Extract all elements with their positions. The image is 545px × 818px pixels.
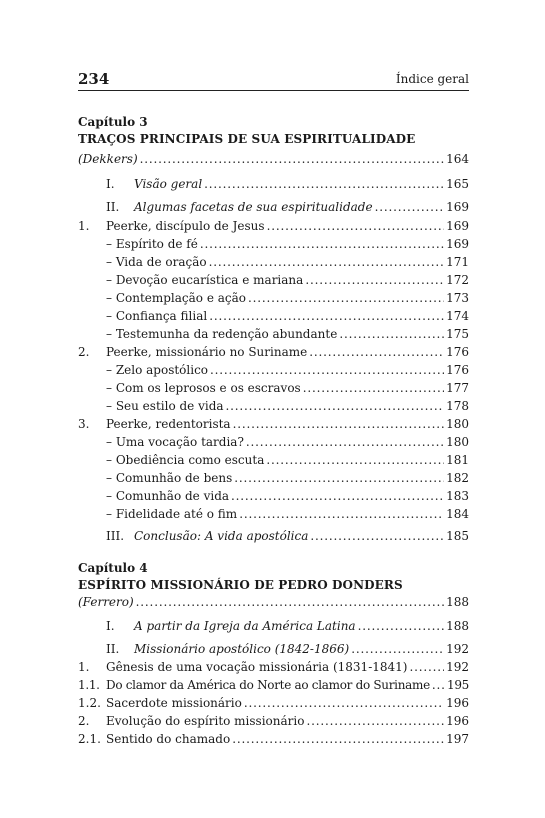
- entry-text: – Espírito de fé: [106, 237, 198, 251]
- entry-text: – Comunhão de bens: [106, 471, 233, 485]
- dot-leader: [375, 198, 445, 216]
- chapter-title: TRAÇOS PRINCIPAIS DE SUA ESPIRITUALIDADE: [78, 132, 416, 146]
- entry-page: 180: [446, 417, 469, 431]
- entry-text: Sentido do chamado: [106, 732, 231, 746]
- entry-page: 174: [446, 309, 469, 323]
- dot-leader: [351, 640, 444, 658]
- toc-entry: [78, 361, 469, 379]
- toc-entry: [78, 505, 469, 523]
- toc-entry: [78, 235, 469, 253]
- entry-text: – Vida de oração: [106, 255, 207, 269]
- entry-page: 185: [446, 529, 469, 543]
- entry-page: 173: [446, 291, 469, 305]
- entry-text: Peerke, missionário no Suriname: [106, 345, 308, 359]
- dot-leader: [306, 712, 444, 730]
- dot-leader: [232, 730, 444, 748]
- dot-leader: [226, 397, 445, 415]
- dot-leader: [267, 217, 445, 235]
- entry-page: 197: [446, 732, 469, 746]
- dot-leader: [339, 325, 444, 343]
- toc-entry: [78, 253, 469, 271]
- entry-text: – Testemunha da redenção abundante: [106, 327, 338, 341]
- toc-entry: [78, 527, 469, 545]
- entry-number: III.: [106, 529, 125, 543]
- entry-page: 169: [446, 219, 469, 233]
- dot-leader: [233, 415, 445, 433]
- entry-page: 175: [446, 327, 469, 341]
- entry-page: 176: [446, 345, 469, 359]
- toc-entry: [78, 487, 469, 505]
- entry-text: Gênesis de uma vocação missionária (1831-1841): [106, 660, 408, 674]
- entry-number: II.: [106, 642, 120, 656]
- entry-number: II.: [106, 200, 120, 214]
- toc-entry: [78, 694, 469, 712]
- entry-page: 192: [446, 660, 469, 674]
- toc-entry: [78, 379, 469, 397]
- entry-page: 195: [446, 678, 469, 692]
- entry-number: 1.: [78, 660, 90, 674]
- dot-leader: [136, 593, 444, 611]
- entry-page: 183: [446, 489, 469, 503]
- toc-entry: [78, 343, 469, 361]
- entry-number: I.: [106, 177, 115, 191]
- dot-leader: [358, 617, 445, 635]
- toc-entry: [78, 593, 469, 611]
- toc-entry: [78, 617, 469, 635]
- dot-leader: [204, 175, 444, 193]
- entry-page: 178: [446, 399, 469, 413]
- entry-text: Peerke, redentorista: [106, 417, 231, 431]
- entry-text: Do clamor da América do Norte ao clamor do Suriname: [106, 678, 430, 692]
- chapter-label: Capítulo 4: [78, 561, 148, 575]
- entry-text: – Seu estilo de vida: [106, 399, 224, 413]
- entry-text: – Comunhão de vida: [106, 489, 230, 503]
- toc-entry: [78, 307, 469, 325]
- entry-text: – Obediência como escuta: [106, 453, 265, 467]
- entry-number: 1.: [78, 219, 90, 233]
- entry-text: A partir da Igreja da América Latina: [134, 619, 356, 633]
- dot-leader: [309, 343, 444, 361]
- entry-page: 181: [446, 453, 469, 467]
- entry-text: Visão geral: [134, 177, 203, 191]
- dot-leader: [305, 271, 444, 289]
- entry-number: 2.: [78, 345, 90, 359]
- toc-entry: [78, 397, 469, 415]
- toc-entry: [78, 433, 469, 451]
- entry-page: 180: [446, 435, 469, 449]
- entry-text: – Devoção eucarística e mariana: [106, 273, 304, 287]
- entry-page: 169: [446, 237, 469, 251]
- toc-entry: [78, 289, 469, 307]
- entry-text: Algumas facetas de sua espiritualidade: [134, 200, 373, 214]
- toc-entry: [78, 271, 469, 289]
- entry-text: (Dekkers): [78, 152, 138, 166]
- toc-entry: [78, 640, 469, 658]
- entry-page: 182: [446, 471, 469, 485]
- entry-text: – Confiança filial: [106, 309, 208, 323]
- dot-leader: [210, 361, 444, 379]
- entry-page: 192: [446, 642, 469, 656]
- dot-leader: [409, 658, 444, 676]
- entry-page: 196: [446, 696, 469, 710]
- dot-leader: [234, 469, 444, 487]
- dot-leader: [310, 527, 444, 545]
- entry-text: – Fidelidade até o fim: [106, 507, 238, 521]
- entry-page: 164: [446, 152, 469, 166]
- entry-text: – Zelo apostólico: [106, 363, 209, 377]
- entry-text: Missionário apostólico (1842-1866): [134, 642, 350, 656]
- entry-number: I.: [106, 619, 115, 633]
- entry-number: 1.1.: [78, 678, 100, 692]
- chapter-3: [78, 114, 469, 544]
- page-header: [78, 70, 469, 91]
- entry-page: 188: [446, 619, 469, 633]
- entry-page: 177: [446, 381, 469, 395]
- dot-leader: [231, 487, 444, 505]
- dot-leader: [248, 289, 444, 307]
- dot-leader: [244, 694, 444, 712]
- entry-page: 165: [446, 177, 469, 191]
- toc-entry: [78, 712, 469, 730]
- toc-entry: [78, 175, 469, 193]
- entry-text: – Contemplação e ação: [106, 291, 247, 305]
- dot-leader: [303, 379, 444, 397]
- toc-entry: [78, 730, 469, 748]
- entry-text: Evolução do espírito missionário: [106, 714, 305, 728]
- dot-leader: [266, 451, 444, 469]
- entry-text: – Com os leprosos e os escravos: [106, 381, 301, 395]
- toc-entry: [78, 658, 469, 676]
- entry-text: Conclusão: A vida apostólica: [134, 529, 309, 543]
- entry-text: Sacerdote missionário: [106, 696, 242, 710]
- dot-leader: [140, 150, 444, 168]
- dot-leader: [200, 235, 444, 253]
- page-number: 234: [78, 70, 110, 88]
- entry-text: Peerke, discípulo de Jesus: [106, 219, 265, 233]
- entry-page: 171: [446, 255, 469, 269]
- dot-leader: [246, 433, 444, 451]
- toc-entry: [78, 415, 469, 433]
- toc-entry: [78, 150, 469, 168]
- entry-page: 184: [446, 507, 469, 521]
- entry-text: (Ferrero): [78, 595, 134, 609]
- dot-leader: [239, 505, 444, 523]
- entry-number: 3.: [78, 417, 90, 431]
- chapter-title: ESPÍRITO MISSIONÁRIO DE PEDRO DONDERS: [78, 578, 403, 592]
- entry-page: 176: [446, 363, 469, 377]
- chapter-label: Capítulo 3: [78, 115, 148, 129]
- toc-entry: [78, 198, 469, 216]
- toc-entry: [78, 325, 469, 343]
- dot-leader: [209, 253, 445, 271]
- toc-entry: [78, 451, 469, 469]
- toc-entry: [78, 469, 469, 487]
- entry-page: 188: [446, 595, 469, 609]
- entry-page: 196: [446, 714, 469, 728]
- toc-entry: [78, 217, 469, 235]
- running-head: Índice geral: [395, 72, 469, 86]
- entry-page: 169: [446, 200, 469, 214]
- entry-page: 172: [446, 273, 469, 287]
- dot-leader: [209, 307, 444, 325]
- entry-number: 1.2.: [78, 696, 101, 710]
- chapter-4: [78, 560, 469, 750]
- entry-number: 2.: [78, 714, 90, 728]
- entry-number: 2.1.: [78, 732, 101, 746]
- toc-entry: [78, 676, 469, 694]
- dot-leader: [432, 676, 445, 694]
- entry-text: – Uma vocação tardia?: [106, 435, 244, 449]
